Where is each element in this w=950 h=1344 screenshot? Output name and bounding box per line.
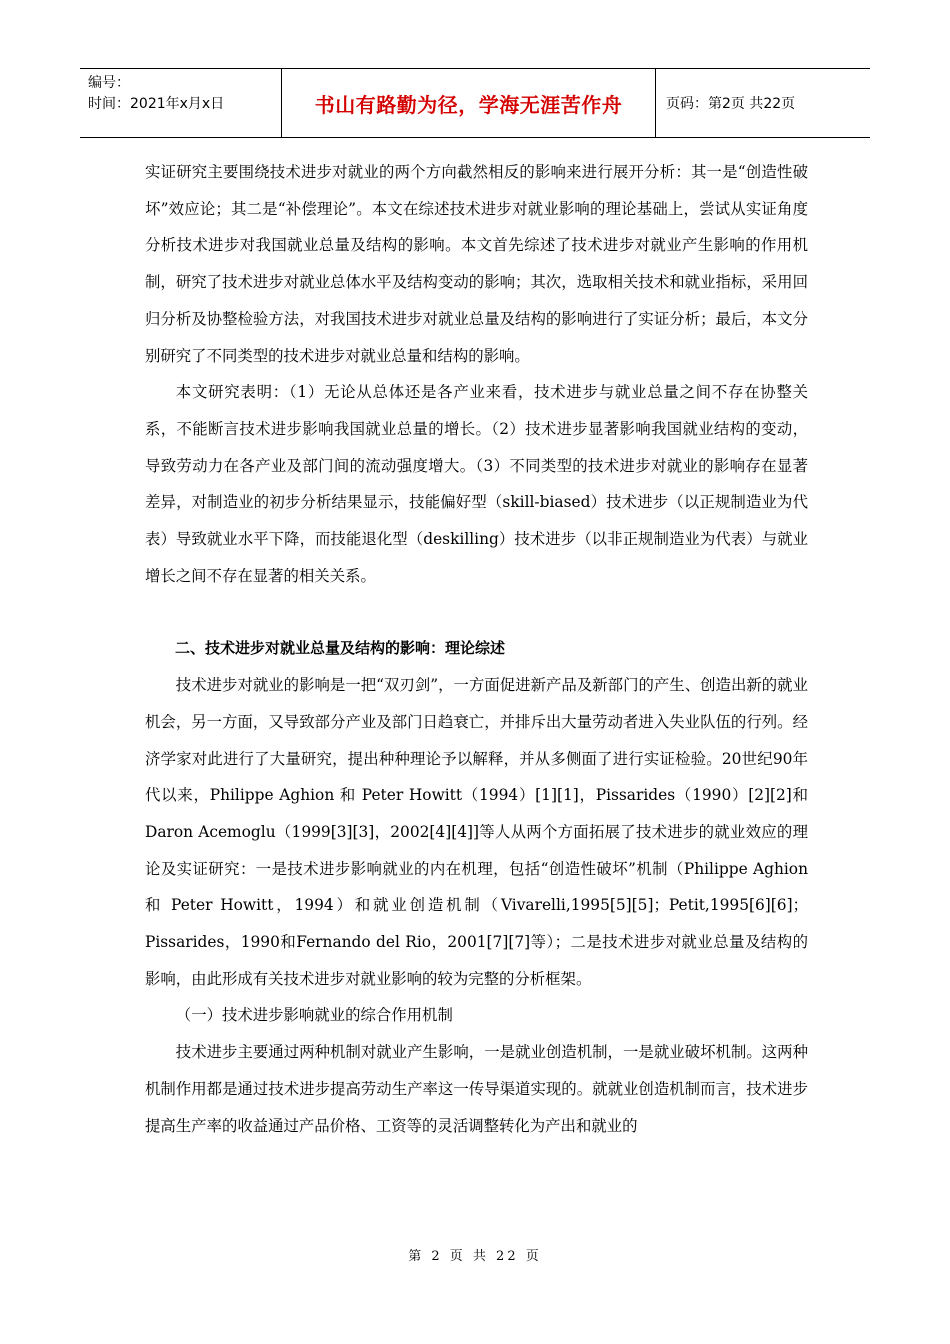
page-footer: 第 2 页 共 22 页: [408, 1249, 542, 1264]
header-meta: [80, 69, 282, 137]
document-date-label: 时间：2021年x月x日: [88, 96, 225, 112]
section-gap: [145, 594, 808, 630]
header-page-label: 页码：第2页 共22页: [666, 96, 796, 112]
paragraph-theory: 技术进步对就业的影响是一把“双刃剑”，一方面促进新产品及新部门的产生、创造出新的就业机会，另一方面，又导致部分产业及部门日趋衰亡，并排斥出大量劳动者进入失业队伍的行列。经济学家对此进行了大量研究，提出种种理论予以解释，并从多侧面了进行实证检验。20世纪90年代以来，Philippe Aghion 和 Peter Howitt（1994）[1][1]，Pissarides（1990）[2][2]和Daron Acemoglu（1999[3][3]，2002[4][4]]等人从两个方面拓展了技术进步的就业效应的理论及实证研究：一是技术进步影响就业的内在机理，包括“创造性破坏”机制（Philippe Aghion 和 Peter Howitt，1994）和就业创造机制（Vivarelli,1995[5][5]；Petit,1995[6][6]；Pissarides，1990和Fernando del Rio，2001[7][7]等）；二是技术进步对就业总量及结构的影响，由此形成有关技术进步对就业影响的较为完整的分析框架。: [145, 676, 808, 988]
section-heading: 二、技术进步对就业总量及结构的影响：理论综述: [175, 639, 506, 658]
document-body: [145, 154, 808, 1144]
paragraph-findings: 本文研究表明：（1）无论从总体还是各产业来看，技术进步与就业总量之间不存在协整关系，不能断言技术进步影响我国就业总量的增长。（2）技术进步显著影响我国就业结构的变动，导致劳动力在各产业及部门间的流动强度增大。（3）不同类型的技术进步对就业的影响存在显著差异，对制造业的初步分析结果显示，技能偏好型（skill-biased）技术进步（以正规制造业为代表）导致就业水平下降，而技能退化型（deskilling）技术进步（以非正规制造业为代表）与就业增长之间不存在显著的相关关系。: [145, 383, 808, 585]
header-motto: 书山有路勤为径，学海无涯苦作舟: [314, 92, 623, 117]
header-motto-cell: [282, 69, 656, 137]
subsection-heading: （一）技术进步影响就业的综合作用机制: [175, 1006, 453, 1025]
header-page-cell: [656, 69, 870, 137]
paragraph-intro: 实证研究主要围绕技术进步对就业的两个方向截然相反的影响来进行展开分析：其一是“创造性破坏”效应论；其二是“补偿理论”。本文在综述技术进步对就业影响的理论基础上，尝试从实证角度分析技术进步对我国就业总量及结构的影响。本文首先综述了技术进步对就业产生影响的作用机制，研究了技术进步对就业总体水平及结构变动的影响；其次，选取相关技术和就业指标，采用回归分析及协整检验方法，对我国技术进步对就业总量及结构的影响进行了实证分析；最后，本文分别研究了不同类型的技术进步对就业总量和结构的影响。: [145, 163, 808, 365]
document-number-label: 编号：: [88, 75, 130, 91]
paragraph-mechanism: 技术进步主要通过两种机制对就业产生影响，一是就业创造机制，一是就业破坏机制。这两种机制作用都是通过技术进步提高劳动生产率这一传导渠道实现的。就就业创造机制而言，技术进步提高生产率的收益通过产品价格、工资等的灵活调整转化为产出和就业的: [145, 1043, 808, 1135]
page-header: [80, 68, 870, 138]
